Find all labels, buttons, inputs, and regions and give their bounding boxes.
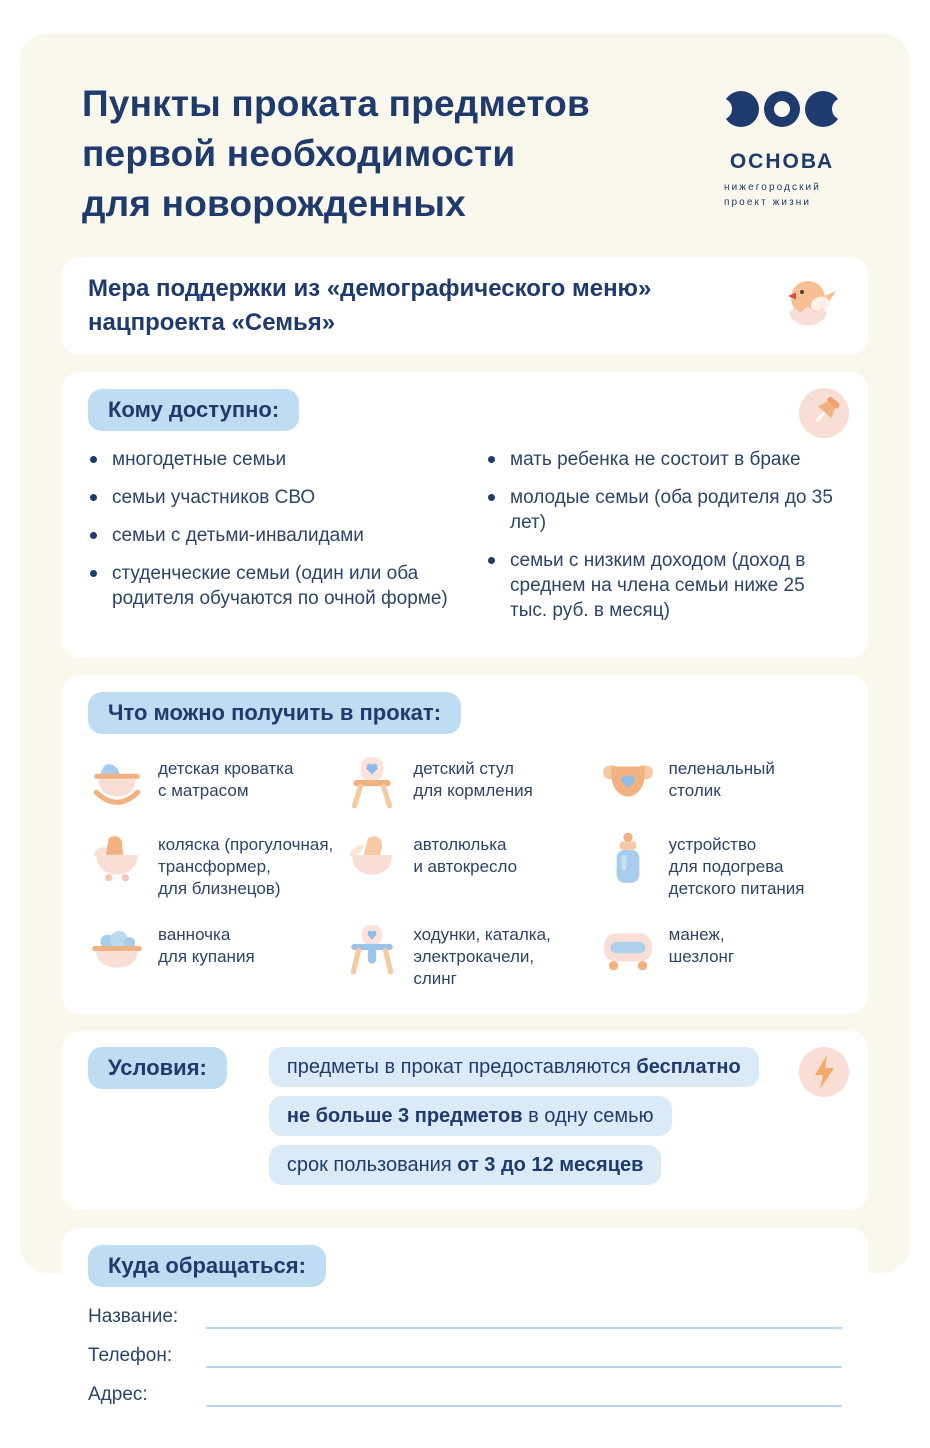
high-chair-icon xyxy=(343,752,401,810)
bottle-warmer-icon xyxy=(599,828,657,886)
blank-line xyxy=(206,1350,842,1368)
rental-item xyxy=(599,832,844,900)
car-seat-icon xyxy=(343,828,401,886)
rental-item xyxy=(88,756,333,810)
rental-items-heading: Что можно получить в прокат: xyxy=(88,692,461,734)
logo-name: ОСНОВА xyxy=(729,150,835,173)
contact-field-name xyxy=(88,1305,842,1329)
banner-text-line: Мера поддержки из «демографического меню» xyxy=(88,275,652,302)
conditions-list xyxy=(269,1047,778,1194)
eligibility-item: семьи с низким доходом (доход в среднем на члена семьи ниже 25 тыс. руб. в месяц) xyxy=(486,548,844,623)
field-label: Название: xyxy=(88,1306,179,1327)
condition-item: предметы в прокат предоставляются бесплатно xyxy=(269,1047,759,1087)
lightning-icon xyxy=(798,1046,850,1098)
page-title-line: первой необходимости xyxy=(82,133,516,174)
eligibility-item: семьи с детьми-инвалидами xyxy=(88,523,468,548)
eligibility-heading: Кому доступно: xyxy=(88,389,299,431)
conditions-section xyxy=(62,1031,868,1210)
playpen-icon xyxy=(599,918,657,976)
eligibility-list-right xyxy=(486,447,844,636)
condition-item: срок пользования от 3 до 12 месяцев xyxy=(269,1145,662,1185)
field-label: Телефон: xyxy=(88,1345,173,1366)
rental-item xyxy=(343,832,588,900)
rental-items-grid xyxy=(88,756,844,990)
support-measure-banner xyxy=(62,257,868,355)
eligibility-item: семьи участников СВО xyxy=(88,485,468,510)
page-title-line: Пункты проката предметов xyxy=(82,83,590,124)
osnova-logo-icon xyxy=(722,81,842,139)
blank-line xyxy=(206,1389,842,1407)
walker-icon xyxy=(343,918,401,976)
diaper-icon xyxy=(599,752,657,810)
condition-item: не больше 3 предметов в одну семью xyxy=(269,1096,672,1136)
rental-item-label: ходунки, каталка, электрокачели, слинг xyxy=(413,925,551,988)
contact-field-address xyxy=(88,1383,842,1407)
banner-text xyxy=(88,272,758,340)
rental-item-label: манеж, шезлонг xyxy=(668,925,735,966)
contact-heading: Куда обращаться: xyxy=(88,1245,326,1287)
contact-section xyxy=(62,1228,868,1448)
rental-item-label: детский стул для кормления xyxy=(413,759,533,800)
logo-tagline-line: нижегородский xyxy=(724,182,821,193)
rental-item-label: ванночка для купания xyxy=(158,925,255,966)
rental-items-section xyxy=(62,675,868,1014)
eligibility-list-left xyxy=(88,447,486,636)
chick-hatching-icon xyxy=(780,273,842,339)
banner-text-line: нацпроекта «Семья» xyxy=(88,309,336,336)
blank-line xyxy=(206,1311,842,1329)
eligibility-item: молодые семьи (оба родителя до 35 лет) xyxy=(486,485,844,535)
eligibility-item: многодетные семьи xyxy=(88,447,468,472)
logo-tagline xyxy=(724,180,846,210)
rental-item xyxy=(599,922,844,990)
poster-card xyxy=(20,33,910,1405)
contact-field-phone xyxy=(88,1344,842,1368)
rental-item xyxy=(88,922,333,990)
cradle-icon xyxy=(88,752,146,810)
logo-tagline-line: проект жизни xyxy=(724,197,812,208)
rental-item xyxy=(599,756,844,810)
header xyxy=(82,79,868,239)
eligibility-section xyxy=(62,372,868,658)
rental-item xyxy=(343,922,588,990)
pushpin-icon xyxy=(798,387,850,439)
contact-form xyxy=(88,1305,842,1407)
stroller-icon xyxy=(88,828,146,886)
eligibility-columns xyxy=(88,447,844,636)
eligibility-item: мать ребенка не состоит в браке xyxy=(486,447,844,472)
conditions-heading: Условия: xyxy=(88,1047,227,1089)
rental-item xyxy=(88,832,333,900)
baby-bath-icon xyxy=(88,918,146,976)
osnova-logo xyxy=(718,81,846,210)
rental-item-label: автолюлька и автокресло xyxy=(413,835,518,876)
page-title-line: для новорожденных xyxy=(82,183,466,224)
rental-item-label: устройство для подогрева детского питания xyxy=(668,835,805,898)
field-label: Адрес: xyxy=(88,1384,148,1405)
eligibility-item: студенческие семьи (один или оба родителя обучаются по очной форме) xyxy=(88,561,468,611)
rental-item-label: детская кроватка с матрасом xyxy=(158,759,294,800)
rental-item-label: коляска (прогулочная, трансформер, для близнецов) xyxy=(158,835,334,898)
rental-item-label: пеленальный столик xyxy=(668,759,775,800)
rental-item xyxy=(343,756,588,810)
